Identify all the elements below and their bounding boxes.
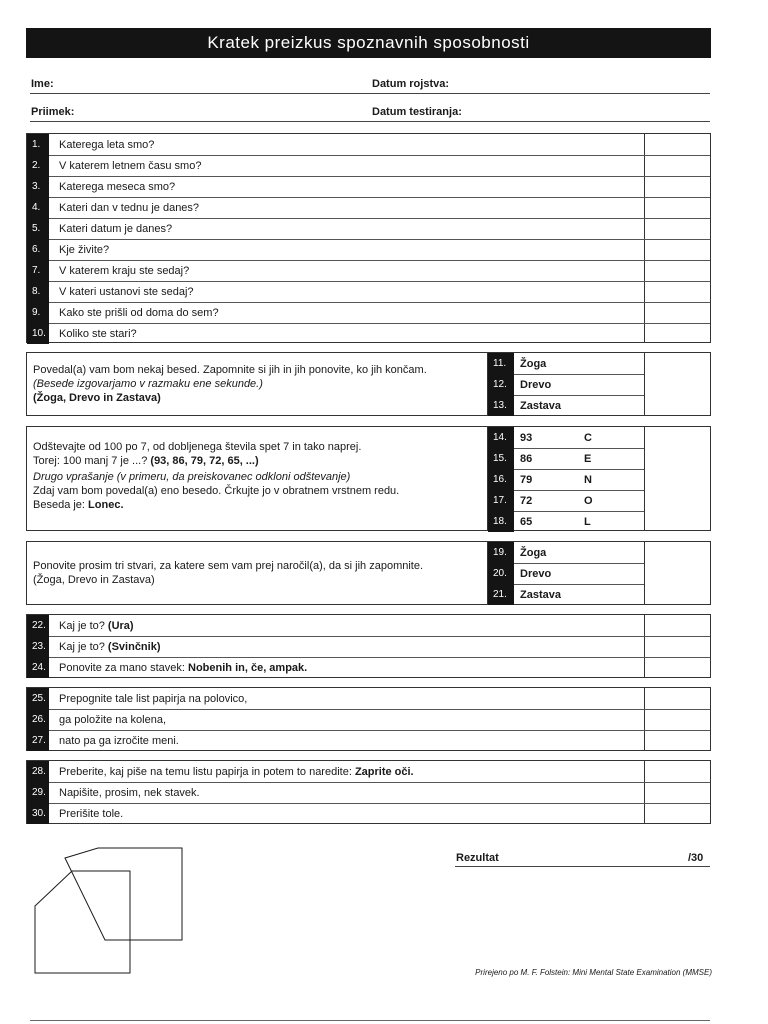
footer-divider: [30, 1020, 710, 1021]
answer-number: 19.: [488, 542, 514, 563]
question-number: 29.: [27, 782, 49, 803]
question-text: Katerega meseca smo?: [59, 180, 176, 193]
answer-number: 15.: [488, 448, 514, 469]
question-text: V kateri ustanovi ste sedaj?: [59, 285, 194, 298]
question-number: 7.: [27, 260, 49, 281]
recall-instruction: Ponovite prosim tri stvari, za katere sem vam prej naročil(a), da si jih zapomnite.: [33, 560, 424, 572]
question-number: 30.: [27, 803, 49, 824]
question-number: 3.: [27, 176, 49, 197]
answer-row: [488, 469, 645, 490]
attention-instruction: Odštevajte od 100 po 7, od dobljenega števila spet 7 in tako naprej.: [33, 441, 362, 453]
language-section: [26, 614, 711, 678]
answer-value: Zastava: [520, 588, 561, 601]
result-label: Rezultat: [456, 852, 499, 864]
result-max: /30: [688, 852, 704, 864]
first-name-label: Ime:: [31, 78, 54, 90]
question-row: [27, 260, 710, 281]
answer-value: 79: [520, 473, 533, 486]
question-row: [27, 688, 710, 709]
answer-row: [488, 448, 645, 469]
registration-section: [26, 352, 711, 416]
answer-row: [488, 584, 645, 605]
question-row: [27, 615, 710, 636]
question-number: 5.: [27, 218, 49, 239]
footer-source-note: Prirejeno po M. F. Folstein: Mini Mental State Examination (MMSE): [475, 968, 712, 977]
answer-number: 12.: [488, 374, 514, 395]
answer-value: Žoga: [520, 357, 547, 370]
answer-letter: L: [584, 515, 591, 528]
answer-value: Zastava: [520, 399, 561, 412]
question-row: [27, 636, 710, 657]
registration-instruction: Povedal(a) vam bom nekaj besed. Zapomnite si jih in jih ponovite, ko jih končam.: [33, 364, 427, 376]
question-text: Kateri datum je danes?: [59, 222, 173, 235]
answer-letter: O: [584, 494, 593, 507]
question-row: [27, 155, 710, 176]
question-text: ga položite na kolena,: [59, 713, 167, 726]
answer-row: [488, 427, 645, 448]
question-number: 27.: [27, 730, 49, 751]
answer-row: [488, 374, 645, 395]
answer-letter: C: [584, 431, 592, 444]
answer-row: [488, 353, 645, 374]
answer-letter: N: [584, 473, 592, 486]
answer-value: 93: [520, 431, 533, 444]
question-number: 26.: [27, 709, 49, 730]
question-row: [27, 730, 710, 751]
page-title: Kratek preizkus spoznavnih sposobnosti: [26, 28, 711, 58]
pentagon-left: [35, 871, 130, 973]
result-line: [455, 866, 710, 867]
question-number: 9.: [27, 302, 49, 323]
question-text: Kaj je to? (Ura): [59, 619, 134, 632]
recall-words: (Žoga, Drevo in Zastava): [33, 574, 155, 586]
question-number: 4.: [27, 197, 49, 218]
registration-words: (Žoga, Drevo in Zastava): [33, 392, 161, 404]
question-text: Preberite, kaj piše na temu listu papirja in potem to naredite: Zaprite oči.: [59, 765, 414, 778]
question-text: nato pa ga izročite meni.: [59, 734, 179, 747]
question-row: [27, 281, 710, 302]
question-number: 8.: [27, 281, 49, 302]
question-number: 6.: [27, 239, 49, 260]
command-section: [26, 687, 711, 751]
question-row: [27, 302, 710, 323]
question-text: Koliko ste stari?: [59, 327, 137, 340]
question-text: Kaj je to? (Svinčnik): [59, 640, 161, 653]
answer-value: 65: [520, 515, 533, 528]
attention-word: Beseda je: Lonec.: [33, 499, 124, 511]
surname-label: Priimek:: [31, 106, 75, 118]
question-text: V katerem kraju ste sedaj?: [59, 264, 190, 277]
answer-number: 16.: [488, 469, 514, 490]
question-number: 1.: [27, 134, 49, 155]
answer-row: [488, 395, 645, 416]
question-text: V katerem letnem času smo?: [59, 159, 202, 172]
answer-value: Drevo: [520, 567, 552, 580]
attention-spelling-instruction: Zdaj vam bom povedal(a) eno besedo. Črkujte jo v obratnem vrstnem redu.: [33, 485, 400, 497]
question-number: 2.: [27, 155, 49, 176]
orientation-section: [26, 133, 711, 343]
answer-number: 11.: [488, 353, 514, 374]
attention-alt-question: Drugo vprašanje (v primeru, da preiskovanec odkloni odštevanje): [33, 471, 351, 483]
answer-row: [488, 511, 645, 532]
question-number: 25.: [27, 688, 49, 709]
question-text: Kateri dan v tednu je danes?: [59, 201, 200, 214]
answer-value: Drevo: [520, 378, 552, 391]
recall-section: [26, 541, 711, 605]
attention-section: [26, 426, 711, 531]
question-row: [27, 239, 710, 260]
birth-date-label: Datum rojstva:: [372, 78, 450, 90]
registration-note: (Besede izgovarjamo v razmaku ene sekunde.): [33, 378, 263, 390]
answer-value: 86: [520, 452, 533, 465]
question-row: [27, 323, 710, 344]
attention-example: Torej: 100 manj 7 je ...? (93, 86, 79, 72, 65, ...): [33, 455, 259, 467]
question-text: Kako ste prišli od doma do sem?: [59, 306, 219, 319]
name-row: [30, 76, 710, 94]
question-number: 23.: [27, 636, 49, 657]
answer-number: 17.: [488, 490, 514, 511]
question-text: Katerega leta smo?: [59, 138, 155, 151]
answer-number: 13.: [488, 395, 514, 416]
question-row: [27, 761, 710, 782]
answer-number: 18.: [488, 511, 514, 532]
writing-section: [26, 760, 711, 824]
question-text: Prerišite tole.: [59, 807, 124, 820]
question-row: [27, 218, 710, 239]
answer-row: [488, 490, 645, 511]
answer-value: Žoga: [520, 546, 547, 559]
question-row: [27, 197, 710, 218]
question-row: [27, 803, 710, 824]
question-row: [27, 709, 710, 730]
question-text: Kje živite?: [59, 243, 110, 256]
answer-value: 72: [520, 494, 533, 507]
surname-row: [30, 104, 710, 122]
question-text: Napišite, prosim, nek stavek.: [59, 786, 200, 799]
question-text: Ponovite za mano stavek: Nobenih in, če, ampak.: [59, 661, 308, 674]
question-row: [27, 657, 710, 678]
intersecting-pentagons-figure: [30, 840, 190, 975]
test-date-label: Datum testiranja:: [372, 106, 462, 118]
question-number: 24.: [27, 657, 49, 678]
answer-row: [488, 542, 645, 563]
question-number: 22.: [27, 615, 49, 636]
answer-row: [488, 563, 645, 584]
question-text: Prepognite tale list papirja na polovico,: [59, 692, 248, 705]
question-row: [27, 782, 710, 803]
answer-number: 21.: [488, 584, 514, 605]
pentagon-right: [65, 848, 182, 940]
question-number: 28.: [27, 761, 49, 782]
question-row: [27, 134, 710, 155]
answer-letter: E: [584, 452, 592, 465]
question-row: [27, 176, 710, 197]
answer-number: 14.: [488, 427, 514, 448]
question-number: 10.: [27, 323, 49, 344]
answer-number: 20.: [488, 563, 514, 584]
